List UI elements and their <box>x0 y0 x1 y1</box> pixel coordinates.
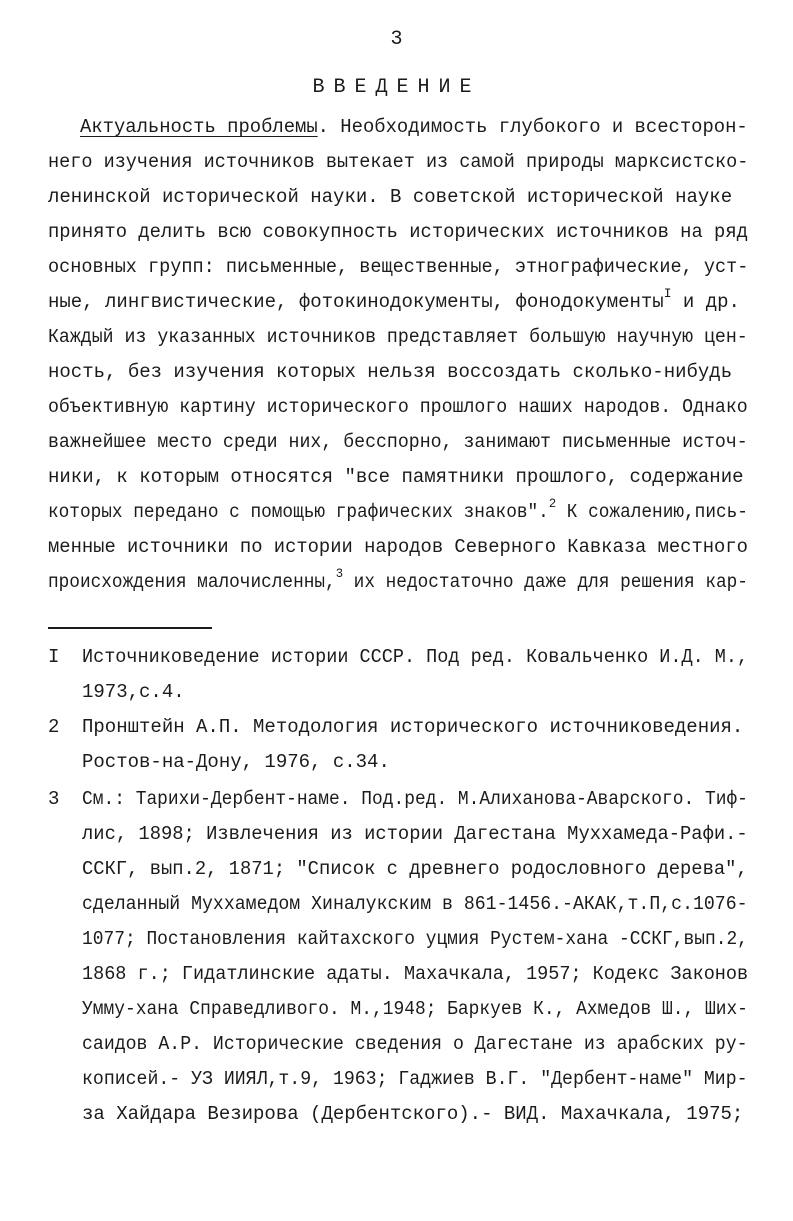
body-line: принято делить всю совокупность исторических источников на ряд <box>48 221 748 243</box>
body-line: ники, к которым относятся "все памятники прошлого, содержание <box>48 466 744 488</box>
underlined-lead: Актуальность проблемы <box>80 116 318 138</box>
text-span: ные, лингвистические, фотокинодокументы, фонодокументы <box>48 291 664 313</box>
footnote-number: 3 <box>48 788 60 810</box>
body-line: него изучения источников вытекает из самой природы марксистско- <box>48 151 749 173</box>
footnote-line: 1868 г.; Гидатлинские адаты. Махачкала, 1957; Кодекс Законов <box>82 963 749 985</box>
text-span: которых передано с помощью графических знаков". <box>48 501 549 523</box>
footnote-line: саидов А.Р. Исторические сведения о Дагестане из арабских ру- <box>82 1033 748 1055</box>
text-span: и др. <box>671 291 740 313</box>
footnote-line: Источниковедение истории СССР. Под ред. Ковальченко И.Д. М., <box>82 646 749 668</box>
footnote-line: ССКГ, вып.2, 1871; "Список с древнего родословного дерева", <box>82 858 748 880</box>
footnote-line: кописей.- УЗ ИИЯЛ,т.9, 1963; Гаджиев В.Г. "Дербент-наме" Мир- <box>82 1068 748 1090</box>
text-span: происхождения малочисленны, <box>48 571 336 593</box>
text-span: их недостаточно даже для решения кар- <box>343 571 748 593</box>
body-line: менные источники по истории народов Северного Кавказа местного <box>48 536 748 558</box>
body-line <box>48 285 740 313</box>
footnote-ref: I <box>663 285 672 301</box>
footnote-line: 1077; Постановления кайтахского уцмия Рустем-хана -ССКГ,вып.2, <box>82 928 748 950</box>
footnote-line: Ростов-на-Дону, 1976, с.34. <box>82 751 390 773</box>
text-span: . Необходимость глубокого и всесторон- <box>317 116 748 138</box>
footnote-line: сделанный Муххамедом Хиналукским в 861-1456.-АКАК,т.П,с.1076- <box>82 893 748 915</box>
footnote-line: 1973,с.4. <box>82 681 185 703</box>
footnote-line: за Хайдара Везирова (Дербентского).- ВИД. Махачкала, 1975; <box>82 1103 744 1125</box>
footnote-line: Умму-хана Справедливого. М.,1948; Баркуев К., Ахмедов Ш., Ших- <box>82 998 748 1020</box>
body-line: Каждый из указанных источников представляет большую научную цен- <box>48 326 748 348</box>
footnote-number: I <box>48 646 60 668</box>
footnote-line: См.: Тарихи-Дербент-наме. Под.ред. М.Алиханова-Аварского. Тиф- <box>82 788 748 810</box>
body-line: объективную картину исторического прошлого наших народов. Однако <box>48 396 748 418</box>
footnote-ref: 3 <box>335 565 344 581</box>
body-line: основных групп: письменные, вещественные, этнографические, уст- <box>48 256 749 278</box>
page-number: 3 <box>390 28 403 51</box>
body-line <box>80 118 748 137</box>
body-line <box>48 495 748 523</box>
footnote-line: Пронштейн А.П. Методология исторического источниковедения. <box>82 716 744 738</box>
page-title: ВВЕДЕНИЕ <box>312 76 481 99</box>
footnote-number: 2 <box>48 716 60 738</box>
text-span: К сожалению,пись- <box>556 501 748 523</box>
footnote-divider <box>48 627 212 629</box>
body-line <box>48 565 748 593</box>
body-line: ленинской исторической науки. В советской исторической науке <box>48 186 733 208</box>
footnote-line: лис, 1898; Извлечения из истории Дагестана Муххамеда-Рафи.- <box>82 823 748 845</box>
body-line: ность, без изучения которых нельзя воссоздать сколько-нибудь <box>48 361 733 383</box>
footnote-ref: 2 <box>548 495 557 511</box>
body-line: важнейшее место среди них, бесспорно, занимают письменные источ- <box>48 431 748 453</box>
